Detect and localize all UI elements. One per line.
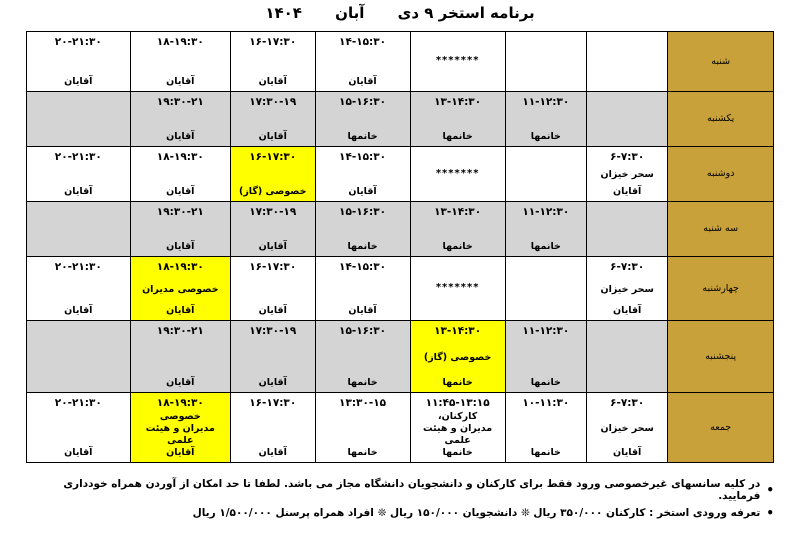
session-note: خصوصی — [159, 410, 201, 422]
session-time: ۱۸-۱۹:۳۰ — [156, 36, 204, 48]
day-name: جمعه — [668, 393, 774, 463]
session-group: خانمها — [530, 241, 561, 253]
title-month: آبان — [335, 4, 365, 22]
session-group: آقایان — [258, 131, 287, 143]
session-group: خانمها — [347, 447, 378, 459]
day-name: چهارشنبه — [668, 257, 774, 321]
session-time: ۶-۷:۳۰ — [610, 151, 645, 163]
schedule-cell — [315, 257, 410, 321]
note-1 — [26, 478, 774, 502]
schedule-cell — [410, 202, 505, 257]
schedule-cell — [230, 147, 315, 202]
session-time: ۱۱-۱۲:۳۰ — [522, 96, 570, 108]
session-time: ۱۶-۱۷:۳۰ — [249, 397, 297, 409]
schedule-cell — [315, 393, 410, 463]
session-group: آقایان — [258, 377, 287, 389]
session-time: ۱۰-۱۱:۳۰ — [522, 397, 570, 409]
schedule-cell — [230, 321, 315, 393]
schedule-table — [26, 31, 774, 463]
session-group: خانمها — [442, 447, 473, 459]
title-main: برنامه استخر ۹ دی — [397, 4, 535, 22]
session-group: آقایان — [613, 305, 642, 317]
table-row — [27, 202, 774, 257]
session-time: ۲۰-۲۱:۳۰ — [54, 397, 102, 409]
session-group: آقایان — [258, 241, 287, 253]
schedule-cell — [27, 92, 131, 147]
session-time: ۱۴-۱۵:۳۰ — [339, 261, 387, 273]
session-time: ۱۱-۱۲:۳۰ — [522, 206, 570, 218]
session-time: ۱۶-۱۷:۳۰ — [249, 36, 297, 48]
stars-placeholder: ******* — [435, 55, 480, 67]
session-group: آقایان — [613, 447, 642, 459]
schedule-cell — [587, 257, 668, 321]
schedule-cell — [130, 147, 230, 202]
session-group: آقایان — [64, 305, 93, 317]
day-name: سه شنبه — [668, 202, 774, 257]
session-time: ۱۷:۳۰-۱۹ — [249, 96, 297, 108]
session-time: ۱۸-۱۹:۳۰ — [156, 397, 204, 409]
session-group: خانمها — [347, 377, 378, 389]
schedule-cell — [505, 393, 586, 463]
session-time: ۱۳-۱۴:۳۰ — [434, 206, 482, 218]
bullet-icon: • — [766, 483, 774, 497]
note-text-1: در کلیه سانسهای غیرخصوصی ورود فقط برای کارکنان و دانشجویان دانشگاه مجاز می باشد. لطفا تا حد امکان از آوردن همراه خودداری فرمایید. — [63, 478, 761, 502]
schedule-cell — [230, 393, 315, 463]
schedule-cell — [505, 257, 586, 321]
schedule-cell — [130, 321, 230, 393]
session-group: خانمها — [530, 131, 561, 143]
session-group: آقایان — [166, 186, 195, 198]
schedule-cell — [315, 92, 410, 147]
schedule-cell — [587, 32, 668, 92]
session-group: آقایان — [166, 305, 195, 317]
session-note: مدیران و هیئت علمی — [145, 422, 215, 446]
session-time: ۱۵-۱۶:۳۰ — [339, 206, 387, 218]
table-row — [27, 321, 774, 393]
schedule-cell — [587, 321, 668, 393]
stars-placeholder: ******* — [435, 167, 480, 179]
schedule-cell — [410, 257, 505, 321]
session-group: خانمها — [347, 241, 378, 253]
schedule-cell — [410, 321, 505, 393]
schedule-cell — [410, 147, 505, 202]
session-time: ۲۰-۲۱:۳۰ — [54, 261, 102, 273]
session-group: آقایان — [348, 186, 377, 198]
day-name: یکشنبه — [668, 92, 774, 147]
schedule-cell — [27, 32, 131, 92]
session-group: آقایان — [64, 186, 93, 198]
schedule-cell — [130, 393, 230, 463]
session-group: خصوصی مدیران — [142, 283, 219, 295]
schedule-cell — [315, 321, 410, 393]
session-group: آقایان — [613, 186, 642, 198]
day-name: پنجشنبه — [668, 321, 774, 393]
schedule-cell — [505, 32, 586, 92]
session-time: ۱۱:۴۵-۱۳:۱۵ — [425, 397, 490, 409]
session-time: ۱۳-۱۴:۳۰ — [434, 325, 482, 337]
session-time: ۱۵-۱۶:۳۰ — [339, 325, 387, 337]
table-row — [27, 257, 774, 321]
session-group: آقایان — [348, 76, 377, 88]
schedule-cell — [587, 202, 668, 257]
table-row — [27, 393, 774, 463]
day-name: شنبه — [668, 32, 774, 92]
session-time: ۱۷:۳۰-۱۹ — [249, 206, 297, 218]
session-time: ۲۰-۲۱:۳۰ — [54, 151, 102, 163]
session-group: خانمها — [347, 131, 378, 143]
schedule-cell — [315, 202, 410, 257]
schedule-cell — [505, 147, 586, 202]
session-group: خانمها — [442, 131, 473, 143]
table-row — [27, 32, 774, 92]
session-group: آقایان — [166, 131, 195, 143]
schedule-cell — [130, 92, 230, 147]
session-time: ۱۴-۱۵:۳۰ — [339, 151, 387, 163]
day-name: دوشنبه — [668, 147, 774, 202]
session-group: خانمها — [442, 241, 473, 253]
session-time: ۶-۷:۳۰ — [610, 261, 645, 273]
session-group: خصوصی (گاز) — [238, 186, 307, 198]
session-group: آقایان — [258, 305, 287, 317]
schedule-cell — [230, 257, 315, 321]
session-time: ۱۴-۱۵:۳۰ — [339, 36, 387, 48]
session-note: سحر خیزان — [600, 422, 654, 434]
schedule-cell — [410, 92, 505, 147]
session-time: ۲۰-۲۱:۳۰ — [54, 36, 102, 48]
session-group: خانمها — [530, 377, 561, 389]
session-time: ۱۵-۱۶:۳۰ — [339, 96, 387, 108]
schedule-cell — [587, 92, 668, 147]
session-note: خصوصی (گاز) — [423, 351, 492, 363]
session-group: خانمها — [442, 377, 473, 389]
session-time: ۱۹:۳۰-۲۱ — [156, 206, 204, 218]
schedule-cell — [27, 202, 131, 257]
schedule-cell — [230, 202, 315, 257]
schedule-cell — [230, 92, 315, 147]
bullet-icon: • — [766, 506, 774, 520]
schedule-cell — [587, 393, 668, 463]
table-row — [27, 92, 774, 147]
session-time: ۱۱-۱۲:۳۰ — [522, 325, 570, 337]
schedule-cell — [27, 393, 131, 463]
session-note: کارکنان، — [437, 410, 478, 422]
session-note: مدیران و هیئت علمی — [423, 422, 493, 446]
note-text-2: تعرفه ورودی استخر : کارکنان ۳۵۰/۰۰۰ ریال ❊ دانشجویان ۱۵۰/۰۰۰ ریال ❊ افراد همراه پرسنل ۱/۵۰۰/۰۰۰ ریال — [192, 507, 761, 519]
session-note: سحر خیزان — [600, 169, 654, 181]
schedule-cell — [130, 257, 230, 321]
page-title — [0, 4, 800, 22]
session-group: خانمها — [530, 447, 561, 459]
schedule-cell — [27, 321, 131, 393]
session-time: ۱۳:۳۰-۱۵ — [339, 397, 387, 409]
schedule-cell — [505, 92, 586, 147]
schedule-cell — [410, 393, 505, 463]
session-time: ۱۶-۱۷:۳۰ — [249, 261, 297, 273]
session-time: ۱۷:۳۰-۱۹ — [249, 325, 297, 337]
session-group: آقایان — [166, 377, 195, 389]
schedule-cell — [505, 202, 586, 257]
session-group: آقایان — [166, 447, 195, 459]
note-2 — [26, 506, 774, 520]
session-time: ۶-۷:۳۰ — [610, 397, 645, 409]
session-group: آقایان — [166, 76, 195, 88]
session-time: ۱۶-۱۷:۳۰ — [249, 151, 297, 163]
session-time: ۱۹:۳۰-۲۱ — [156, 96, 204, 108]
schedule-cell — [27, 147, 131, 202]
title-year: ۱۴۰۴ — [265, 4, 302, 22]
schedule-cell — [315, 32, 410, 92]
session-group: آقایان — [64, 447, 93, 459]
session-group: آقایان — [258, 76, 287, 88]
schedule-cell — [505, 321, 586, 393]
session-time: ۱۸-۱۹:۳۰ — [156, 151, 204, 163]
schedule-cell — [130, 32, 230, 92]
session-time: ۱۹:۳۰-۲۱ — [156, 325, 204, 337]
session-time: ۱۳-۱۴:۳۰ — [434, 96, 482, 108]
schedule-cell — [230, 32, 315, 92]
session-group: آقایان — [166, 241, 195, 253]
schedule-cell — [130, 202, 230, 257]
schedule-cell — [410, 32, 505, 92]
session-time: ۱۸-۱۹:۳۰ — [156, 261, 204, 273]
session-group: آقایان — [64, 76, 93, 88]
table-row — [27, 147, 774, 202]
session-group: آقایان — [258, 447, 287, 459]
schedule-cell — [587, 147, 668, 202]
session-group: آقایان — [348, 305, 377, 317]
schedule-cell — [27, 257, 131, 321]
session-note: سحر خیزان — [600, 283, 654, 295]
stars-placeholder: ******* — [435, 282, 480, 294]
schedule-cell — [315, 147, 410, 202]
